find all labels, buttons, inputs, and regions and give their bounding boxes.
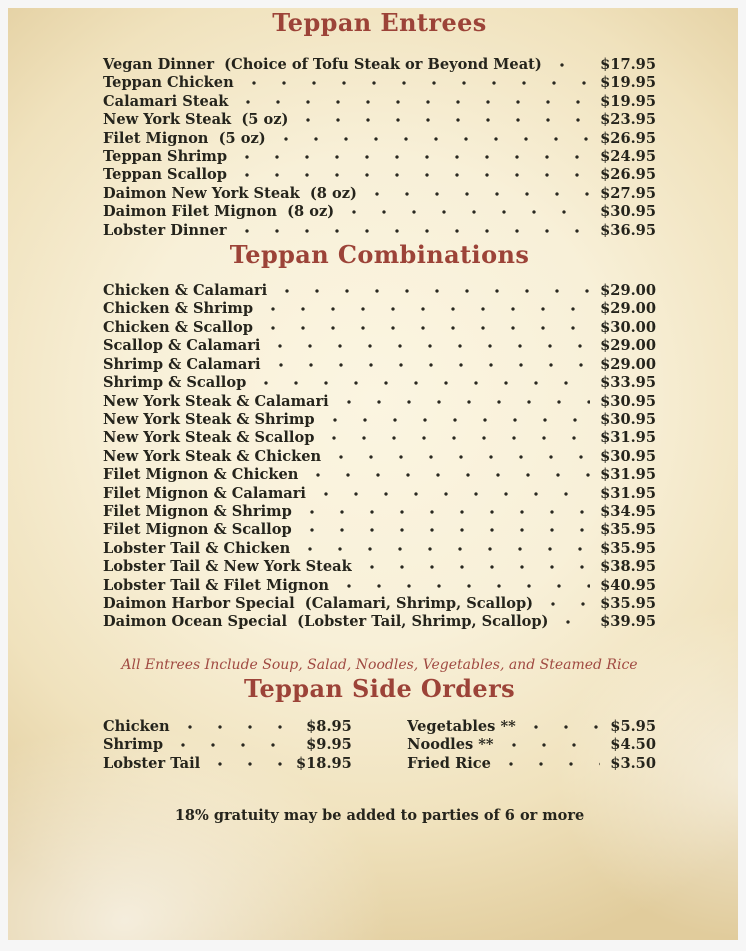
item-price: $26.95 xyxy=(600,166,656,184)
item-name: Filet Mignon & Scallop xyxy=(103,521,292,539)
item-price: $29.00 xyxy=(600,355,656,373)
menu-item-row xyxy=(103,185,656,203)
item-name: New York Steak & Shrimp xyxy=(103,410,315,428)
item-name: Lobster Dinner xyxy=(103,221,227,239)
item-name: Filet Mignon & Shrimp xyxy=(103,502,292,520)
menu-item-row xyxy=(103,374,656,392)
side-orders-right-column xyxy=(407,718,656,773)
menu-item-row xyxy=(103,577,656,595)
item-price: $9.95 xyxy=(306,736,352,754)
menu-item-row xyxy=(103,485,656,503)
item-price: $19.95 xyxy=(600,92,656,110)
item-name: Teppan Shrimp xyxy=(103,148,228,166)
item-name: New York Steak & Calamari xyxy=(103,392,329,410)
item-price: $31.95 xyxy=(600,429,656,447)
item-price: $36.95 xyxy=(600,221,656,239)
item-price: $31.95 xyxy=(600,484,656,502)
item-name: Chicken & Scallop xyxy=(103,318,253,336)
item-price: $33.95 xyxy=(600,374,656,392)
item-name: Shrimp & Scallop xyxy=(103,374,247,392)
item-price: $3.50 xyxy=(610,754,656,772)
item-name: Lobster Tail & Filet Mignon xyxy=(103,576,329,594)
item-price: $31.95 xyxy=(600,466,656,484)
gratuity-note: 18% gratuity may be added to parties of 6 or more xyxy=(174,807,585,824)
side-orders-left-column xyxy=(103,718,352,773)
item-name: Chicken xyxy=(103,717,170,735)
menu-item-row xyxy=(103,718,352,736)
menu-item-row xyxy=(407,755,656,773)
menu-item-row xyxy=(103,429,656,447)
item-name: Chicken & Calamari xyxy=(103,282,268,300)
item-price: $4.50 xyxy=(610,736,656,754)
menu-content xyxy=(8,8,738,825)
item-price: $30.95 xyxy=(600,392,656,410)
item-name: Filet Mignon & Chicken xyxy=(103,466,299,484)
item-name: Lobster Tail xyxy=(103,754,201,772)
combinations-item-list xyxy=(103,282,656,632)
menu-item-row xyxy=(103,448,656,466)
menu-item-row xyxy=(103,300,656,318)
menu-page xyxy=(8,8,738,940)
menu-item-row xyxy=(407,718,656,736)
menu-item-row xyxy=(103,411,656,429)
item-name: Vegetables ** xyxy=(407,717,516,735)
item-name: Calamari Steak xyxy=(103,92,229,110)
item-name: Shrimp xyxy=(103,736,164,754)
menu-item-row xyxy=(103,130,656,148)
menu-item-row xyxy=(103,613,656,631)
item-name: Filet Mignon (5 oz) xyxy=(103,129,266,147)
section-entrees xyxy=(103,8,656,240)
item-price: $30.95 xyxy=(600,447,656,465)
section-combinations xyxy=(103,240,656,632)
item-price: $35.95 xyxy=(600,521,656,539)
item-price: $23.95 xyxy=(600,111,656,129)
menu-item-row xyxy=(103,356,656,374)
item-name: Daimon Filet Mignon (8 oz) xyxy=(103,203,335,221)
item-name: Teppan Chicken xyxy=(103,74,234,92)
side-orders-columns xyxy=(103,718,656,773)
menu-item-row xyxy=(103,166,656,184)
item-name: New York Steak & Scallop xyxy=(103,429,315,447)
menu-item-row xyxy=(407,736,656,754)
menu-item-row xyxy=(103,755,352,773)
item-price: $30.95 xyxy=(600,410,656,428)
menu-item-row xyxy=(103,337,656,355)
item-price: $8.95 xyxy=(306,717,352,735)
item-name: New York Steak & Chicken xyxy=(103,447,322,465)
menu-item-row xyxy=(103,540,656,558)
item-name: Daimon Ocean Special (Lobster Tail, Shrimp, Scallop) xyxy=(103,613,549,631)
menu-item-row xyxy=(103,93,656,111)
menu-item-row xyxy=(103,148,656,166)
menu-item-row xyxy=(103,558,656,576)
item-price: $29.00 xyxy=(600,337,656,355)
section-side-orders xyxy=(103,674,656,773)
item-name: Vegan Dinner (Choice of Tofu Steak or Beyond Meat) xyxy=(103,56,542,73)
item-price: $30.00 xyxy=(600,318,656,336)
menu-item-row xyxy=(103,222,656,240)
item-name: New York Steak (5 oz) xyxy=(103,111,289,129)
item-price: $24.95 xyxy=(600,148,656,166)
item-name: Shrimp & Calamari xyxy=(103,355,261,373)
side-orders-title: Teppan Side Orders xyxy=(243,673,516,703)
item-price: $18.95 xyxy=(295,754,352,772)
menu-item-row xyxy=(103,74,656,92)
menu-item-row xyxy=(103,111,656,129)
item-name: Daimon New York Steak (8 oz) xyxy=(103,184,357,202)
item-name: Fried Rice xyxy=(407,754,491,772)
menu-item-row xyxy=(103,466,656,484)
item-price: $40.95 xyxy=(600,576,656,594)
entrees-include-note: All Entrees Include Soup, Salad, Noodles, Vegetables, and Steamed Rice xyxy=(121,656,638,673)
item-name: Daimon Harbor Special (Calamari, Shrimp, Scallop) xyxy=(103,594,534,612)
item-name: Lobster Tail & New York Steak xyxy=(103,558,352,576)
menu-item-row xyxy=(103,503,656,521)
item-price: $26.95 xyxy=(600,129,656,147)
item-price: $29.00 xyxy=(600,282,656,300)
item-price: $5.95 xyxy=(610,717,656,735)
combinations-title: Teppan Combinations xyxy=(229,240,530,270)
entrees-title: Teppan Entrees xyxy=(272,8,487,37)
item-price: $19.95 xyxy=(600,74,656,92)
item-price: $27.95 xyxy=(600,184,656,202)
item-price: $35.95 xyxy=(600,594,656,612)
item-name: Noodles ** xyxy=(407,736,494,754)
menu-item-row xyxy=(103,393,656,411)
item-price: $35.95 xyxy=(600,539,656,557)
menu-item-row xyxy=(103,319,656,337)
item-name: Teppan Scallop xyxy=(103,166,227,184)
item-price: $39.95 xyxy=(600,613,656,631)
item-name: Lobster Tail & Chicken xyxy=(103,539,291,557)
item-price: $34.95 xyxy=(600,502,656,520)
entrees-item-list xyxy=(103,56,656,240)
menu-item-row xyxy=(103,521,656,539)
menu-item-row xyxy=(103,203,656,221)
item-name: Chicken & Shrimp xyxy=(103,300,254,318)
item-name: Filet Mignon & Calamari xyxy=(103,484,306,502)
menu-item-row xyxy=(103,736,352,754)
item-price: $29.00 xyxy=(600,300,656,318)
menu-item-row xyxy=(103,56,656,74)
item-name: Scallop & Calamari xyxy=(103,337,261,355)
menu-item-row xyxy=(103,282,656,300)
item-price: $17.95 xyxy=(600,56,656,73)
menu-item-row xyxy=(103,595,656,613)
item-price: $30.95 xyxy=(600,203,656,221)
item-price: $38.95 xyxy=(600,558,656,576)
